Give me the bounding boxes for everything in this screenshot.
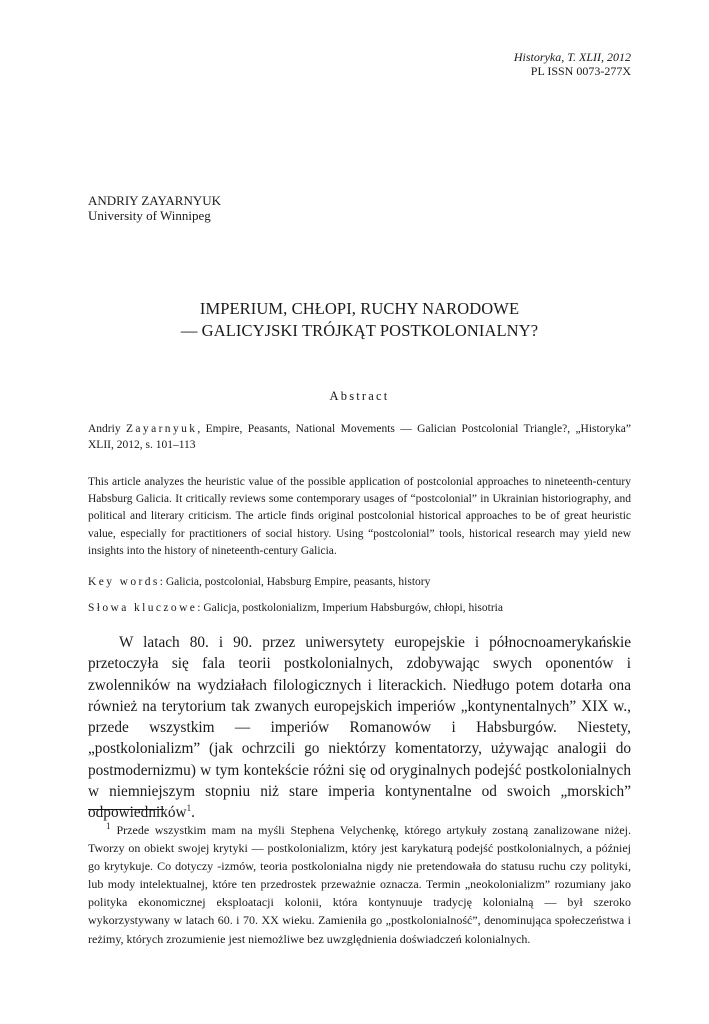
title-line-1: IMPERIUM, CHŁOPI, RUCHY NARODOWE — [199, 299, 520, 318]
footnote — [88, 821, 631, 948]
citation-author-first: Andriy — [88, 423, 121, 435]
abstract-heading: Abstract — [329, 389, 390, 403]
footnote-text: Przede wszystkim mam na myśli Stephena Velychenkę, którego artykuły zostaną zanalizowane niżej. Tworzy on obiekt swojej krytyki — postkolonializm, który jest karykaturą podejść postkolonialnych, a później go krytykuje. Co dotyczy -izmów, teoria postkolonialna nigdy nie pretendowała do statusu ruchu czy polityki, lub mody intelektualnej, które ten przedrostek przeważnie oznacza. Termin „neokolonializm” rozumiany jako polityka ekonomicznej eksploatacji kolonii, która kontynuuje tradycję kolonialną — był szeroko wykorzystywany w latach 60. i 70. XX wieku. Zamieniła go „postkolonialność”, denominująca społeczeństwa i reżimy, których zrozumienie jest niemożliwe bez uwzględnienia doświadczeń kolonialnych. — [88, 823, 631, 946]
citation-details: , Empire, Peasants, National Movements — Galician Postcolonial Triangle?, „Historyka” XLII, 2012, s. 101–113 — [88, 423, 632, 451]
author-affiliation: University of Winnipeg — [88, 208, 211, 223]
keywords-english — [88, 574, 631, 590]
abstract-text: This article analyzes the heuristic value of the possible application of postcolonial approaches to nineteenth-century Habsburg Galicia. It critically reviews some contemporary usages of “postcolonial” in Ukrainian historiography, and political and literary criticism. The article finds original postcolonial historical approaches to be of great heuristic value, especially for practitioners of social history. Using “postcolonial” tools, historical research may yield new insights into the history of nineteenth-century Galicia. — [88, 476, 631, 557]
author-block — [88, 193, 221, 223]
citation-author-surname: Zayarnyuk — [125, 423, 198, 435]
keywords-english-label: Key words — [88, 576, 160, 588]
body-paragraph-end: . — [191, 804, 195, 822]
keywords-polish-values: : Galicja, postkolonializm, Imperium Habsburgów, chłopi, hisotria — [197, 602, 503, 614]
article-title — [88, 298, 631, 342]
journal-issn: PL ISSN 0073-277X — [530, 64, 631, 78]
footnote-number: 1 — [106, 821, 111, 831]
keywords-polish-label: Słowa kluczowe — [88, 602, 198, 614]
author-name: ANDRIY ZAYARNYUK — [88, 193, 222, 208]
footnote-reference[interactable]: 1 — [186, 803, 192, 814]
body-paragraph-text: W latach 80. i 90. przez uniwersytety europejskie i północnoamerykańskie przetoczyła się fala teorii postkolonialnych, zdobywając swych oponentów i zwolenników na wydziałach filologicznych i literackich. Niedługo potem dotarła ona również na terytorium tak zwanych europejskich imperiów „kontynentalnych” XIX w., przede wszystkim — imperiów Romanowów i Habsburgów. Niestety, „postkolonializm” (jak ochrzcili go niektórzy komentatorzy, używając analogii do postmodernizmu) w tym kontekście różni się od oryginalnych podejść postkolonialnych w niemniejszym stopniu niż stare imperia kontynentalne od swoich „morskich” odpowiedników — [88, 634, 631, 822]
keywords-polish — [88, 600, 631, 616]
journal-info — [514, 50, 631, 78]
keywords-english-values: : Galicia, postcolonial, Habsburg Empire, peasants, history — [159, 576, 431, 588]
title-line-2: — GALICYJSKI TRÓJKĄT POSTKOLONIALNY? — [180, 321, 539, 340]
abstract-citation — [88, 421, 631, 453]
journal-title: Historyka, T. XLII, 2012 — [513, 50, 631, 64]
footnote-divider — [88, 809, 164, 810]
body-paragraph — [88, 632, 631, 824]
